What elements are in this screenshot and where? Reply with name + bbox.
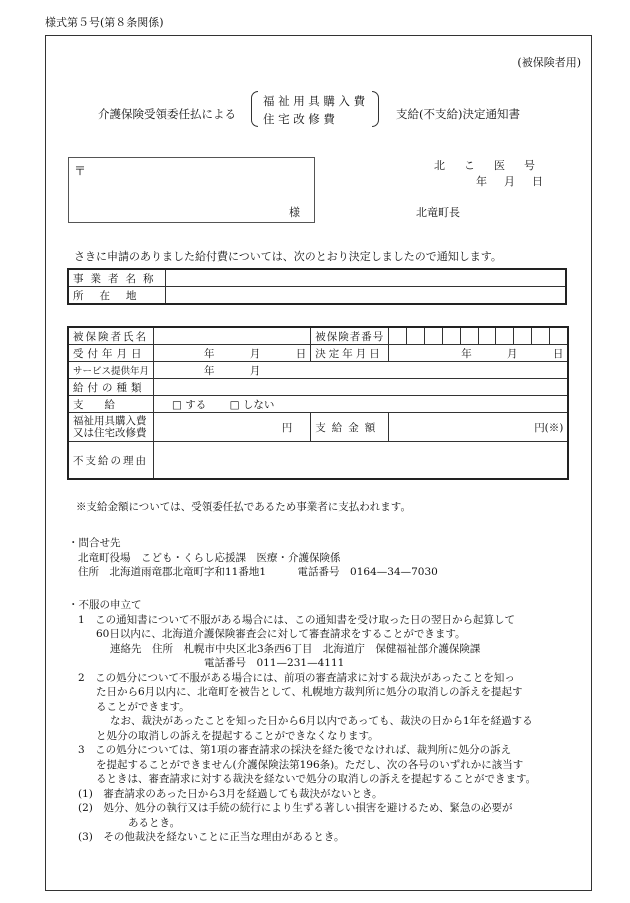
- year-text: 年: [204, 347, 215, 360]
- document-date: 年月日: [476, 175, 560, 188]
- appeal-p2c: ることができます。: [96, 700, 190, 713]
- contact-heading: ・問合せ先: [68, 537, 121, 549]
- appeal-item2b: あるとき。: [128, 816, 181, 829]
- option-equipment: 福祉用具購入費: [263, 94, 369, 108]
- business-name-label: 事業者名称: [68, 269, 165, 287]
- address-box[interactable]: [68, 157, 315, 223]
- appeal-section: [68, 598, 536, 845]
- appeal-p2a: 2 この処分について不服がある場合には、前項の審査請求に対する裁決があったことを知っ: [78, 671, 515, 684]
- year-text: 年: [461, 347, 472, 360]
- appeal-item2a: (2) 処分、処分の執行又は手続の続行により生ずる著しい損害を避けるため、緊急の必要が: [78, 802, 513, 814]
- appeal-item1: (1) 審査請求のあった日から3月を経過しても裁決がないとき。: [78, 787, 383, 800]
- business-address-label: 所在地: [68, 287, 165, 305]
- checkbox-no[interactable]: □ しない: [229, 398, 275, 411]
- insured-name-field[interactable]: [154, 327, 311, 345]
- insured-number-label: 被保険者番号: [311, 327, 389, 345]
- title-option-brace: [251, 91, 379, 127]
- business-name-field[interactable]: [165, 269, 566, 287]
- service-month-label: サービス提供年月: [68, 362, 154, 379]
- issuer-name: 北竜町長: [416, 206, 460, 219]
- decision-date-label: 決定年月日: [311, 345, 389, 362]
- service-month-field[interactable]: [154, 362, 569, 379]
- day-text: 日: [552, 347, 564, 360]
- cost-amount-field[interactable]: [154, 413, 311, 442]
- payment-note: ※支給金額については、受領委任払であるため事業者に支払われます。: [76, 501, 411, 513]
- appeal-p1b: 60日以内に、北海道介護保険審査会に対して審査請求をすることができます。: [96, 628, 466, 640]
- intro-text: さきに申請のありました給付費については、次のとおり決定しましたので通知します。: [74, 250, 502, 263]
- honorific: 様: [289, 206, 300, 219]
- day-text: 日: [295, 347, 307, 360]
- appeal-p3c: るときは、審査請求に対する裁決を経ないで処分の取消しの訴えを提起することができます。: [96, 773, 537, 785]
- month-text: 月: [249, 347, 261, 360]
- appeal-p3a: 3 この処分については、第1項の審査請求の採決を経た後でなければ、裁判所に処分の訴え: [78, 744, 512, 756]
- contact-address: 住所 北海道雨竜郡北竜町字和11番地1 電話番号 0164—34—7030: [78, 566, 438, 578]
- cost-label: [68, 413, 154, 442]
- year-text: 年: [204, 364, 215, 377]
- benefit-type-label: 給付の種類: [68, 379, 154, 396]
- receipt-date-field[interactable]: [154, 345, 311, 362]
- contact-section: [68, 536, 438, 580]
- option-renovation: 住宅改修費: [263, 112, 339, 126]
- title-suffix: 支給(不支給)決定通知書: [396, 107, 520, 121]
- appeal-p2e: と処分の取消しの訴えを提起することができなくなります。: [96, 729, 379, 742]
- payment-amount-label: 支給金額: [311, 413, 389, 442]
- payment-choice: [154, 396, 569, 413]
- appeal-p1a: 1 この通知書について不服がある場合には、この通知書を受け取った日の翌日から起算して: [78, 613, 515, 626]
- payment-amount-field[interactable]: [389, 413, 569, 442]
- cost-label-line2: 又は住宅改修費: [73, 427, 147, 439]
- month-text: 月: [507, 347, 518, 360]
- notice-frame: [45, 35, 592, 891]
- recipient-type: (被保険者用): [517, 56, 581, 69]
- benefit-type-field[interactable]: [154, 379, 569, 396]
- appeal-p2d: なお、裁決があったことを知った日から6月以内であっても、裁決の日から1年を経過する: [110, 715, 533, 727]
- document-number: 北こ医号: [434, 159, 554, 172]
- yen-text: 円: [281, 421, 293, 434]
- payment-label: 支 給: [68, 396, 154, 413]
- appeal-p3b: を提起することができません(介護保険法第196条)。ただし、次の各号のいずれかに該当す: [96, 758, 524, 771]
- month-text: 月: [249, 364, 261, 377]
- business-table: [67, 268, 567, 305]
- cost-label-line1: 福祉用具購入費: [73, 415, 147, 427]
- form-number: 様式第５号(第８条関係): [45, 16, 164, 29]
- yen-note-text: 円(※): [534, 421, 564, 434]
- appeal-p1c: 連絡先 住所 札幌市中央区北3条西6丁目 北海道庁 保健福祉部介護保険課: [110, 642, 481, 655]
- appeal-p1d: 電話番号 011—231—4111: [204, 657, 345, 669]
- insured-name-label: 被保険者氏名: [68, 327, 154, 345]
- decision-date-field[interactable]: [389, 345, 569, 362]
- appeal-heading: ・不服の申立て: [68, 599, 142, 611]
- title-prefix: 介護保険受領委任払による: [98, 107, 236, 121]
- checkbox-yes[interactable]: □ する: [172, 398, 207, 411]
- appeal-item3: (3) その他裁決を経ないことに正当な理由があるとき。: [78, 831, 345, 843]
- benefit-table: [67, 326, 569, 480]
- nonpayment-reason-field[interactable]: [154, 442, 569, 480]
- nonpayment-reason-label: 不支給の理由: [68, 442, 154, 480]
- business-address-field[interactable]: [165, 287, 566, 305]
- appeal-p2b: た日から6月以内に、北竜町を被告として、札幌地方裁判所に処分の取消しの訴えを提起す: [96, 686, 523, 698]
- contact-office: 北竜町役場 こども・くらし応援課 医療・介護保険係: [78, 551, 341, 564]
- receipt-date-label: 受付年月日: [68, 345, 154, 362]
- postal-mark: 〒: [74, 164, 87, 178]
